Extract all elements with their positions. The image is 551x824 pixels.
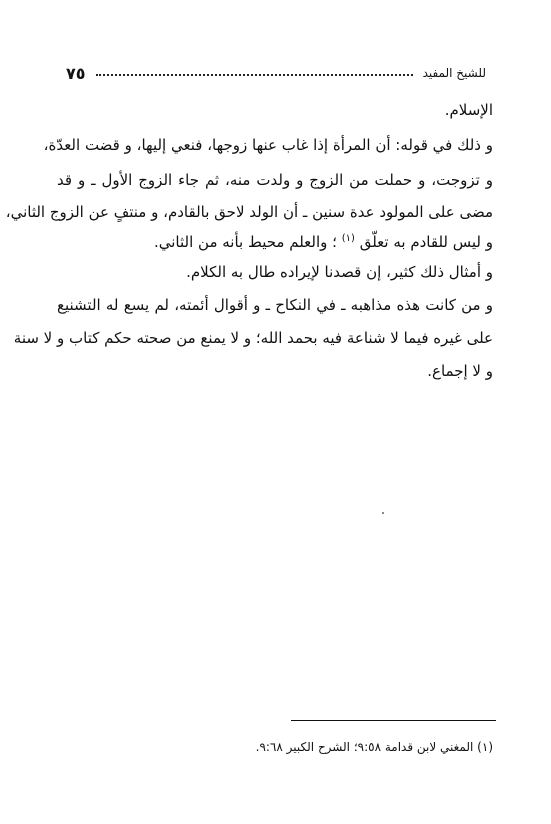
footnote-1: (١) المغني لابن قدامة ٩:٥٨؛ الشرح الكبير ٩:٦٨. xyxy=(255,740,493,754)
header-dot-leader xyxy=(96,74,413,76)
paragraph-4-line-2: على غيره فيما لا شناعة فيه بحمد الله؛ و لا يمنع من صحته حكم كتاب و لا سنة xyxy=(13,329,493,347)
paragraph-2-line-2: و تزوجت، و حملت من الزوج و ولدت منه، ثم جاء الزوج الأول ـ و قد xyxy=(57,171,493,189)
paragraph-2-line-4-part-a: و ليس للقادم به تعلّق xyxy=(359,233,493,251)
paper-speck xyxy=(382,512,384,514)
paragraph-2-line-4 xyxy=(57,228,493,253)
page-number: ٧٥ xyxy=(66,63,86,83)
footnote-separator-rule xyxy=(291,720,496,721)
paragraph-3-line-1: و أمثال ذلك كثير، إن قصدنا لإيراده طال به الكلام. xyxy=(186,263,493,281)
paragraph-4-line-1: و من كانت هذه مذاهبه ـ في النكاح ـ و أقوال أئمته، لم يسع له التشنيع xyxy=(57,296,493,314)
running-header-title: للشيخ المفيد xyxy=(422,66,486,80)
running-header xyxy=(66,62,486,84)
footnote-marker: (١) xyxy=(341,233,355,244)
paragraph-4-line-3: و لا إجماع. xyxy=(427,362,493,380)
paragraph-2-line-4-part-b: ؛ والعلم محيط بأنه من الثاني. xyxy=(153,233,337,251)
paragraph-1-line-1: الإسلام. xyxy=(444,101,493,119)
paragraph-2-line-3: مضى على المولود عدة سنين ـ أن الولد لاحق بالقادم، و منتفٍ عن الزوج الثاني، xyxy=(5,203,493,221)
paragraph-2-line-1: و ذلك في قوله: أن المرأة إذا غاب عنها زوجها، فنعي إليها، و قضت العدّة، xyxy=(43,136,493,154)
